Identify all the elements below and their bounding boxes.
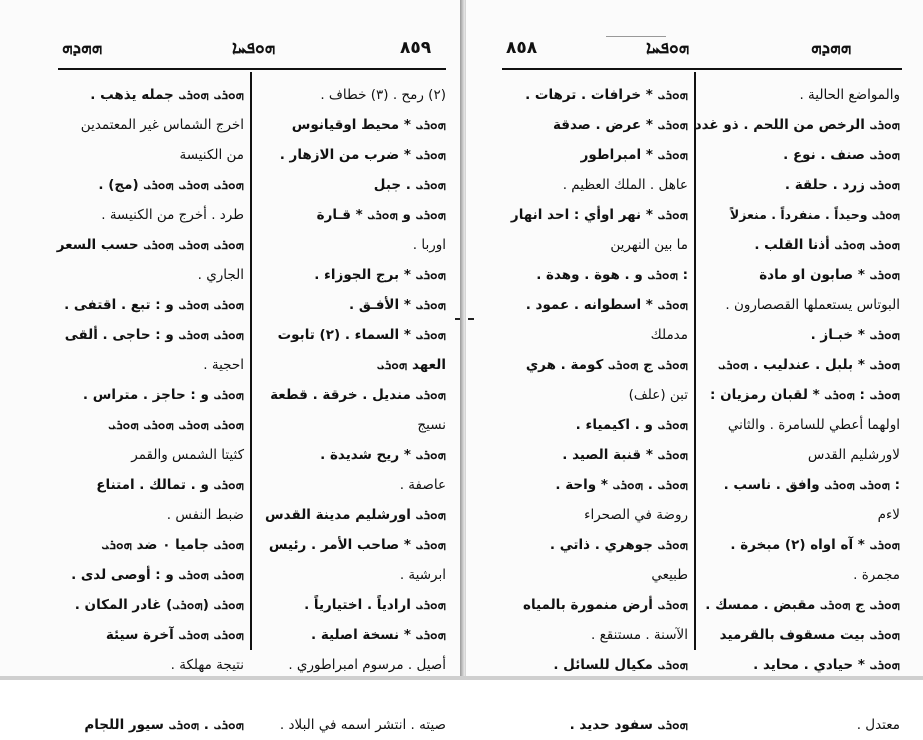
dictionary-entry-line: (۲) رمح . (۳) خطاف . — [320, 87, 446, 103]
dictionary-entry-line: ܗܘܪܝ . ܗܘܪܝ سيور اللجام — [84, 717, 244, 733]
dictionary-entry-line: ܗܘܪܝ * الأفـق . — [348, 297, 446, 313]
dictionary-entry-line: معتدل . — [856, 717, 900, 733]
dictionary-entry-line: ܗܘܪܝ ܗܘܪܝ ܗܘܪܝ حسب السعر — [56, 237, 244, 253]
dictionary-entry-line: ܗܘܪܝ ܗܘܪܝ جمله يذهب . — [90, 87, 244, 103]
dictionary-entry-line: اولهما أعطي للسامرة . والثاني — [727, 417, 900, 433]
dictionary-entry-line: مدملك — [650, 327, 688, 343]
dictionary-entry-line: ܗܘܪܝ وحيداً . منفرداً . منعزلاً — [729, 207, 900, 222]
dictionary-entry-line: ܗܘܪܝ الرخص من اللحم . ذو غدد — [694, 117, 900, 133]
dictionary-entry-line: كثيتا الشمس والقمر — [131, 447, 244, 463]
right-running-head-outer: ܗܗܕܗ — [811, 38, 852, 58]
dictionary-entry-line: ܗܘܪܝ * محيط اوقيانوس — [291, 117, 446, 133]
dictionary-entry-line: احجية . — [203, 357, 244, 373]
dictionary-entry-line: ܗܘܪܝ ܗܘܪܝ آخرة سيئة — [105, 627, 244, 643]
left-page-number: ٨٥٩ — [400, 38, 432, 58]
dictionary-entry-line: ܗܘܪܝ (ܗܘܪܝ) غادر المكان . — [74, 597, 244, 613]
dictionary-entry-line: عاهل . الملك العظيم . — [562, 177, 688, 193]
right-page-number: ٨٥٨ — [506, 38, 538, 58]
right-page-tick — [468, 318, 474, 320]
right-page — [466, 0, 923, 733]
scan-bottom-shadow — [0, 676, 923, 680]
dictionary-entry-line: اوربا . — [412, 237, 446, 253]
dictionary-entry-line: صيته . انتشر اسمه في البلاد . — [279, 717, 446, 733]
dictionary-entry-line: ܗܘܪܝ * برج الجوزاء . — [314, 267, 446, 283]
left-column-divider — [250, 72, 252, 650]
dictionary-entry-line: ܗܘܪܝ ܗܘܪܝ ܗܘܪܝ (مج) . — [98, 177, 244, 193]
dictionary-entry-line: ܗܘܪܝ * عرض . صدقة — [552, 117, 688, 133]
dictionary-entry-line: ܗܘܪܝ ܗܘܪܝ و : أوصى لدى . — [71, 567, 244, 583]
dictionary-entry-line: ابرشية . — [399, 567, 446, 583]
dictionary-entry-line: ܗܘܪܝ بيت مسقوف بالقرميد — [719, 627, 900, 643]
dictionary-entry-line: ܗܘܪܝ * نسخة اصلية . — [310, 627, 446, 643]
dictionary-entry-line: ܗܘܪܝ * حيادي . محايد . — [753, 657, 900, 673]
left-column-outer — [56, 80, 244, 740]
dictionary-entry-line: ܗܘܪܝ و : حاجز . متراس . — [82, 387, 244, 403]
dictionary-entry-line: أصيل . مرسوم امبراطوري . — [288, 657, 446, 673]
dictionary-entry-line: من الكنيسة — [179, 147, 244, 163]
dictionary-entry-line: لاورشليم القدس — [807, 447, 900, 463]
dictionary-entry-line: ܗܘܪܝ صنف . نوع . — [783, 147, 900, 163]
dictionary-entry-line: البوتاس يستعملها القصصارون . — [725, 297, 900, 313]
dictionary-entry-line: ܗܘܪܝ * صاحب الأمر . رئيس — [268, 537, 446, 553]
dictionary-entry-line: ܗܘܪܝ جاميا ۰ ضد ܗܘܪܝ — [101, 537, 244, 553]
dictionary-entry-line: : ܗܘܪܝ و . هوة . وهدة . — [536, 267, 688, 283]
dictionary-entry-line: ܗܘܪܝ ܗܘܪܝ ܗܘܪܝ ܗܘܪܝ — [108, 417, 244, 433]
dictionary-entry-line: ܗܘܪܝ * السماء . (۲) تابوت — [277, 327, 446, 343]
left-header-rule — [58, 68, 446, 70]
dictionary-entry-line: ܗܘܪܝ ܗܘܪܝ و : تبع . اقتفى . — [64, 297, 244, 313]
dictionary-entry-line: والمواضع الحالية . — [799, 87, 900, 103]
right-column-divider — [694, 72, 696, 650]
right-top-faint-rule — [606, 36, 666, 37]
left-running-head-outer: ܗܗܕܗ — [62, 38, 103, 58]
dictionary-entry-line: ضبط النفس . — [166, 507, 244, 523]
scan-bottom-margin — [0, 676, 923, 714]
dictionary-entry-line: ܗܘܪܝ مكيال للسائل . — [553, 657, 688, 673]
dictionary-entry-line: ܗܘܪܝ أرض منمورة بالمياه — [522, 597, 688, 613]
dictionary-entry-line: ܗܘܪܝ سفود حديد . — [569, 717, 688, 733]
dictionary-entry-line: العهد ܗܘܪܝ — [376, 357, 446, 373]
dictionary-entry-line: عاصفة . — [399, 477, 446, 493]
dictionary-entry-line: ܗܘܪܝ منديل . خرقة . قطعة — [270, 387, 446, 403]
dictionary-entry-line: ܗܘܪܝ اورشليم مدينة القدس — [265, 507, 446, 523]
dictionary-entry-line: ܗܘܪܝ . ܗܘܪܝ * واحة . — [555, 477, 688, 493]
dictionary-entry-line: ܗܘܪܝ . جبل — [373, 177, 446, 193]
dictionary-entry-line: ܗܘܪܝ * اسطوانه . عمود . — [525, 297, 688, 313]
right-header-rule — [502, 68, 902, 70]
dictionary-entry-line: ܗܘܪܝ و . اكيمياء . — [575, 417, 688, 433]
dictionary-entry-line: ܗܘܪܝ ܗܘܪܝ أذنا القلب . — [754, 237, 900, 253]
dictionary-entry-line: ما بين النهرين — [610, 237, 688, 253]
dictionary-entry-line: ܗܘܪܝ * نهر اوأي : احد انهار — [510, 207, 688, 223]
dictionary-entry-line: ܗܘܪܝ * صابون او مادة — [759, 267, 900, 283]
dictionary-entry-line: ܗܘܪܝ ارادياً . اختيارياً . — [304, 597, 446, 613]
dictionary-entry-line: ܗܘܪܝ ܗܘܪܝ و : حاجى . ألقى — [64, 327, 244, 343]
dictionary-entry-line: نتيجة مهلكة . — [170, 657, 244, 673]
dictionary-entry-line: لاءم — [877, 507, 900, 523]
dictionary-entry-line: ܗܘܪܝ * آه اواه (۲) مبخرة . — [730, 537, 900, 553]
dictionary-entry-line: ܗܘܪܝ * بلبل . عندليب . ܗܘܪܝ — [718, 357, 900, 373]
dictionary-entry-line: ܗܘܪܝ ج ܗܘܪܝ كومة . هري — [525, 357, 688, 373]
dictionary-entry-line: ܗܘܪܝ : ܗܘܪܝ * لقبان رمزيان : — [710, 387, 900, 403]
dictionary-entry-line: : ܗܘܪܝ ܗܘܪܝ وافق . ناسب . — [723, 477, 900, 493]
dictionary-entry-line: تبن (علف) — [628, 387, 688, 403]
dictionary-entry-line: ܗܘܪܝ و . تمالك . امتناع — [96, 477, 244, 493]
dictionary-entry-line: اخرج الشماس غير المعتمدين — [80, 117, 244, 133]
left-running-head-center: ܗܘܦܚܐ — [232, 38, 276, 58]
dictionary-entry-line: ܗܘܪܝ جوهري . ذاتي . — [549, 537, 688, 553]
right-running-head-center: ܗܘܦܚܐ — [646, 38, 690, 58]
dictionary-entry-line: ܗܘܪܝ * ضرب من الازهار . — [279, 147, 446, 163]
dictionary-entry-line: ܗܘܪܝ * خرافات . ترهات . — [525, 87, 688, 103]
dictionary-entry-line: الجاري . — [197, 267, 244, 283]
dictionary-entry-line: نسيج — [417, 417, 446, 433]
dictionary-entry-line: ܗܘܪܝ زرد . حلقة . — [784, 177, 900, 193]
dictionary-entry-line: ܗܘܪܝ * خبـاز . — [810, 327, 900, 343]
left-page — [0, 0, 463, 733]
dictionary-entry-line: الآسنة . مستنقع . — [591, 627, 688, 643]
dictionary-entry-line: ܗܘܪܝ * ريح شديدة . — [320, 447, 446, 463]
dictionary-entry-line: ܗܘܪܝ * امبراطور — [580, 147, 688, 163]
right-column-outer — [694, 80, 900, 740]
dictionary-entry-line: طرد . أخرج من الكنيسة . — [101, 207, 244, 223]
right-column-inner — [502, 80, 688, 740]
dictionary-entry-line: ܗܘܪܝ * قنبة الصيد . — [562, 447, 688, 463]
dictionary-entry-line: مجمرة . — [853, 567, 900, 583]
dictionary-entry-line: روضة في الصحراء — [584, 507, 688, 523]
dictionary-entry-line: طبيعي — [651, 567, 688, 583]
dictionary-entry-line: ܗܘܪܝ و ܗܘܪܝ * قـارة — [316, 207, 446, 223]
dictionary-entry-line: ܗܘܪܝ ج ܗܘܪܝ مقبض . ممسك . — [705, 597, 900, 613]
left-column-inner — [256, 80, 446, 740]
